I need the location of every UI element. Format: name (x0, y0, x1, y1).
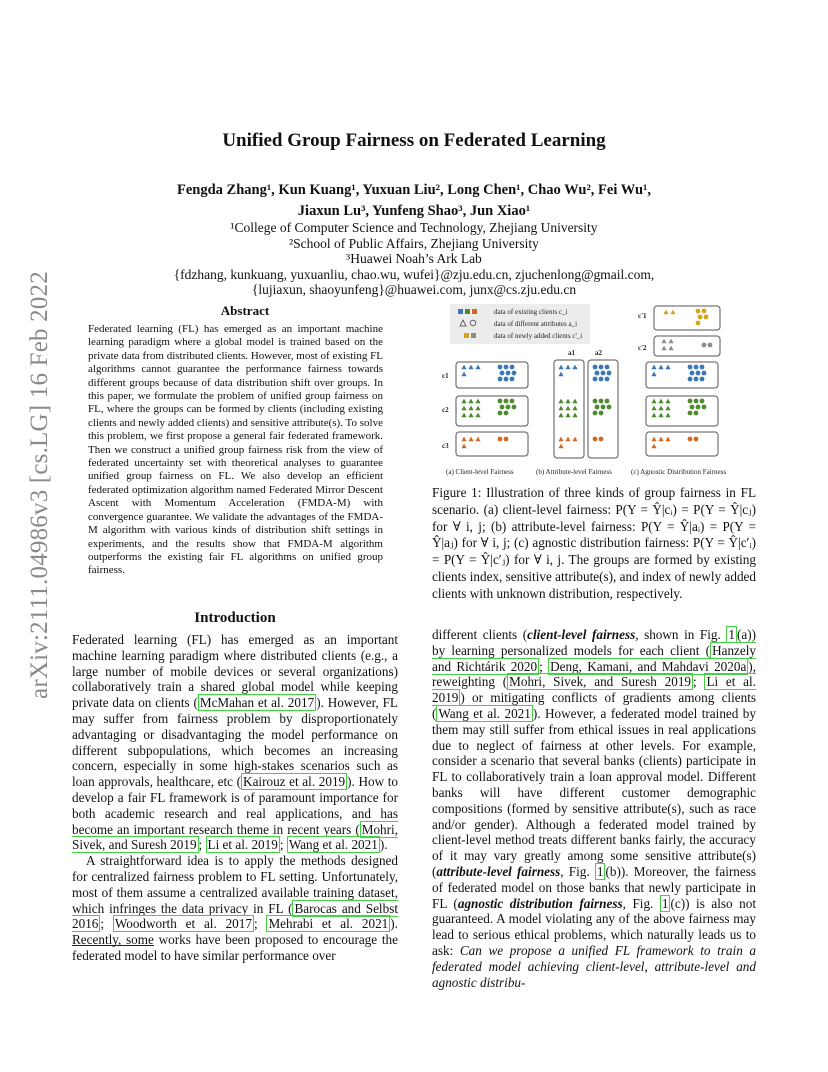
col-label-a1: a1 (568, 349, 575, 357)
triangle-glyph (661, 339, 666, 344)
triangle-glyph (661, 346, 666, 351)
triangle-glyph (651, 365, 656, 370)
triangle-glyph (651, 413, 656, 418)
triangle-glyph (572, 406, 577, 411)
triangle-glyph (468, 365, 473, 370)
triangle-glyph (565, 399, 570, 404)
introduction-heading: Introduction (194, 610, 276, 626)
circle-glyph (504, 437, 509, 442)
triangle-glyph (475, 413, 480, 418)
triangle-glyph (558, 444, 563, 449)
affiliations (120, 220, 708, 298)
circle-glyph (504, 399, 509, 404)
circle-glyph (510, 399, 515, 404)
triangle-glyph (665, 399, 670, 404)
circle-glyph (593, 399, 598, 404)
citation-link[interactable]: Mehrabi et al. 2021 (268, 916, 389, 932)
circle-glyph (506, 405, 511, 410)
circle-glyph (688, 377, 693, 382)
triangle-glyph (572, 413, 577, 418)
triangle-glyph (461, 444, 466, 449)
new-label-c2: c'2 (638, 344, 647, 352)
circle-glyph (599, 377, 604, 382)
panel-a (456, 362, 528, 456)
circle-glyph (498, 437, 503, 442)
citation-link[interactable]: Wang et al. 2021 (288, 837, 378, 853)
intro-right-column (432, 627, 756, 990)
triangle-glyph (663, 310, 668, 315)
circle-glyph (688, 399, 693, 404)
new-label-c1: c'1 (638, 312, 647, 320)
triangle-glyph (572, 399, 577, 404)
panel-c (646, 306, 720, 456)
triangle-glyph (558, 406, 563, 411)
triangle-glyph (565, 413, 570, 418)
triangle-glyph (461, 413, 466, 418)
triangle-glyph (658, 399, 663, 404)
paper-title: Unified Group Fairness on Federated Learning (222, 130, 606, 151)
triangle-glyph (461, 372, 466, 377)
triangle-glyph (558, 437, 563, 442)
circle-glyph (593, 365, 598, 370)
circle-glyph (500, 371, 505, 376)
intro-left-column (72, 632, 398, 964)
circle-glyph (605, 399, 610, 404)
circle-glyph (700, 377, 705, 382)
triangle-glyph (475, 437, 480, 442)
col-label-a2: a2 (595, 349, 602, 357)
circle-glyph (696, 309, 701, 314)
circle-glyph (698, 315, 703, 320)
circle-glyph (510, 365, 515, 370)
circle-glyph (694, 377, 699, 382)
circle-glyph (599, 437, 604, 442)
row-label-c1: c1 (442, 372, 449, 380)
circle-glyph (498, 365, 503, 370)
circle-glyph (694, 411, 699, 416)
circle-glyph (593, 411, 598, 416)
abstract-body: Federated learning (FL) has emerged as an important machine learning paradigm where a global model is trained based on the private data from distributed clients. However, most of existing FL algorithms cannot guarantee the performance fairness towards different groups because of data distribution shift over groups. In this paper, we formulate the problem of unified group fairness on FL, where the groups can be formed by clients (including existing clients and newly added clients) and sensitive attribute(s). To solve this problem, we first propose a general fair federated framework. Then we construct a unified group fairness risk from the view of federated uncertainty set with theoretical analyses to guarantee unified group fairness on FL. We also develop an efficient federated optimization algorithm named Federated Mirror Descent Ascent with Momentum Acceleration (FMDA-M) with convergence guarantee. We validate the advantages of the FMDA-M algorithm with various kinds of distribution shift settings in experiments, and the results show that FMDA-M algorithm outperforms the existing fair FL algorithms on unified group fairness. (88, 323, 383, 577)
triangle-glyph (665, 437, 670, 442)
circle-glyph (512, 371, 517, 376)
circle-glyph (504, 411, 509, 416)
circle-glyph (700, 365, 705, 370)
circle-glyph (605, 365, 610, 370)
affiliation-3: ³Huawei Noah’s Ark Lab (346, 251, 482, 266)
circle-glyph (702, 405, 707, 410)
circle-glyph (599, 365, 604, 370)
subcaption-b: (b) Attribute-level Fairness (536, 468, 612, 476)
circle-glyph (504, 365, 509, 370)
authors-line-2: Jiaxun Lu³, Yunfeng Shao³, Jun Xiao¹ (297, 203, 531, 219)
triangle-glyph (572, 437, 577, 442)
citation-link[interactable]: Mohri, Sivek, and Suresh 2019 (72, 821, 398, 853)
intro-paragraph-3: different clients (client-level fairness, shown in Fig. 1 (a)) by learning personalized models for each client ( Hanzely and Richtárik 2020 ; Deng, Kamani, and Mahdavi 2020a ), reweighting ( Mohri, Sivek, and Suresh 2019 ; Li et al. 2019 ) or mitigating conflicts of gradients among clients ( Wang et al. 2021 ). However, a federated model trained by them may still suffer from ethical issues in real applications due to neglect of fairness at other levels. For example, consider a scenario that several banks (clients) participate in FL to collaboratively train a loan approval model. Different banks will have different customer demographic compositions (formed by sensitive attribute(s), such as race and/or gender). Although a federated model trained by client-level method treats different banks fairly, the accuracy of it may vary greatly among some sensitive attribute(s) (attribute-level fairness, Fig. 1 (b)). Moreover, the fairness of federated model on those banks that newly participate in FL (agnostic distribution fairness, Fig. 1 (c)) is also not guaranteed. A model violating any of the above fairness may lead to serious ethical problems, which naturally leads us to ask: Can we propose a unified FL framework to train a federated model achieving client-level, attribute-level and agnostic distribu- (432, 627, 757, 990)
row-label-c2: c2 (442, 406, 449, 414)
triangle-glyph (475, 406, 480, 411)
citation-link[interactable]: Mohri, Sivek, and Suresh 2019 (509, 674, 692, 690)
triangle-glyph (468, 406, 473, 411)
citation-link[interactable]: Li et al. 2019 (432, 674, 756, 706)
triangle-glyph (461, 406, 466, 411)
triangle-glyph (475, 365, 480, 370)
triangle-glyph (668, 339, 673, 344)
circle-glyph (607, 371, 612, 376)
triangle-glyph (651, 406, 656, 411)
circle-glyph (601, 405, 606, 410)
circle-glyph (510, 377, 515, 382)
circle-glyph (595, 405, 600, 410)
circle-glyph (702, 371, 707, 376)
figure-1-caption: Figure 1: Illustration of three kinds of group fairness in FL scenario. (a) client-level fairness: P(Y = Ŷ|cᵢ) = P(Y = Ŷ|cⱼ) for ∀ i, j; (b) attribute-level fairness: P(Y = Ŷ|aᵢ) = P(Y = Ŷ|aⱼ) for ∀ i, j; (c) agnostic distribution fairness: P(Y = Ŷ|c′ᵢ) = P(Y = Ŷ|c′ⱼ) for ∀ i, j. The groups are formed by existing clients index, sensitive attribute(s), and index of newly added clients with unknown distribution, respectively. (432, 485, 756, 601)
citation-link[interactable]: Li et al. 2019 (207, 837, 278, 853)
triangle-glyph (461, 365, 466, 370)
citation-link[interactable]: Deng, Kamani, and Mahdavi 2020a (550, 658, 747, 674)
triangle-glyph (558, 372, 563, 377)
circle-glyph (593, 377, 598, 382)
legend-label-3: data of newly added clients c'_i (494, 332, 583, 340)
citation-link[interactable]: Hanzely and Richtárik 2020 (432, 642, 756, 674)
triangle-glyph (565, 406, 570, 411)
triangle-glyph (665, 365, 670, 370)
triangle-glyph (651, 437, 656, 442)
abstract-heading: Abstract (220, 303, 270, 318)
row-label-c3: c3 (442, 442, 449, 450)
triangle-glyph (651, 444, 656, 449)
triangle-glyph (475, 399, 480, 404)
circle-glyph (607, 405, 612, 410)
circle-glyph (694, 365, 699, 370)
footnote-rule (72, 945, 154, 946)
triangle-glyph (651, 372, 656, 377)
circle-glyph (498, 411, 503, 416)
triangle-glyph (572, 365, 577, 370)
triangle-glyph (658, 365, 663, 370)
circle-glyph (500, 405, 505, 410)
affiliation-1: ¹College of Computer Science and Technology, Zhejiang University (230, 220, 598, 235)
triangle-glyph (558, 413, 563, 418)
citation-link[interactable]: Barocas and Selbst 2016 (72, 900, 398, 932)
circle-glyph (593, 437, 598, 442)
triangle-glyph (468, 437, 473, 442)
citation-link[interactable]: Woodworth et al. 2017 (114, 916, 252, 932)
circle-glyph (702, 309, 707, 314)
citation-link[interactable]: McMahan et al. 2017 (199, 695, 315, 711)
citation-link[interactable]: Kairouz et al. 2019 (243, 774, 346, 790)
triangle-glyph (665, 406, 670, 411)
triangle-glyph (668, 346, 673, 351)
circle-glyph (601, 371, 606, 376)
circle-glyph (688, 365, 693, 370)
figure-ref[interactable]: 1 (728, 627, 735, 642)
circle-glyph (696, 321, 701, 326)
circle-glyph (599, 399, 604, 404)
circle-glyph (504, 377, 509, 382)
affiliation-2: ²School of Public Affairs, Zhejiang University (289, 235, 539, 251)
circle-glyph (498, 399, 503, 404)
circle-glyph (512, 405, 517, 410)
circle-glyph (605, 377, 610, 382)
triangle-glyph (461, 437, 466, 442)
authors-line-1: Fengda Zhang¹, Kun Kuang¹, Yuxuan Liu², Long Chen¹, Chao Wu², Fei Wu¹, (176, 182, 651, 198)
emails-line-2: {lujiaxun, shaoyunfeng}@huawei.com, junx@cs.zju.edu.cn (251, 282, 577, 297)
figure-ref[interactable]: 1 (661, 895, 669, 911)
emails-line-1: {fdzhang, kunkuang, yuxuanliu, chao.wu, wufei}@zju.edu.cn, zjuchenlong@gmail.com, (173, 266, 655, 282)
legend-label-2: data of different attributes a_i (494, 320, 578, 328)
triangle-glyph (651, 399, 656, 404)
triangle-glyph (658, 406, 663, 411)
arxiv-stamp: arXiv:2111.04986v3 [cs.LG] 16 Feb 2022 (26, 271, 53, 699)
legend-label-1: data of existing clients c_i (494, 308, 568, 316)
circle-glyph (694, 399, 699, 404)
circle-glyph (688, 437, 693, 442)
figure-ref[interactable]: 1 (596, 863, 604, 879)
triangle-glyph (468, 413, 473, 418)
figure-1 (442, 300, 756, 480)
circle-glyph (696, 371, 701, 376)
circle-glyph (708, 343, 713, 348)
intro-paragraph-1: Federated learning (FL) has emerged as an important machine learning paradigm where distributed clients (e.g., a large number of mobile devices or several organizations) collaboratively train a shared global model while keeping private data on clients ( McMahan et al. 2017 ). However, FL may suffer from fairness problem by disproportionately advantaging or disadvantaging the model performance on different subpopulations, which becomes an increasing concern, especially in some high-stakes scenarios such as loan approvals, healthcare, etc ( Kairouz et al. 2019 ). How to develop a fair FL framework is of paramount importance for both academic research and real applications, and has become an important research theme in recent years ( Mohri, Sivek, and Suresh 2019 ; Li et al. 2019 ; Wang et al. 2021 ). (72, 632, 398, 853)
circle-glyph (506, 371, 511, 376)
circle-glyph (704, 315, 709, 320)
intro-paragraph-2: A straightforward idea is to apply the methods designed for centralized fairness problem to FL setting. Unfortunately, most of them assume a centralized available training dataset, which infringes the data privacy in FL ( Barocas and Selbst 2016 ; Woodworth et al. 2017 ; Mehrabi et al. 2021 ). Recently, some works have been proposed to encourage the federated model to have similar performance over (72, 853, 398, 963)
triangle-glyph (670, 310, 675, 315)
triangle-glyph (461, 399, 466, 404)
circle-glyph (694, 437, 699, 442)
circle-glyph (690, 405, 695, 410)
triangle-glyph (558, 365, 563, 370)
triangle-glyph (565, 365, 570, 370)
triangle-glyph (565, 437, 570, 442)
circle-glyph (700, 399, 705, 404)
triangle-glyph (658, 413, 663, 418)
circle-glyph (599, 411, 604, 416)
figure-1-graphic (442, 300, 756, 480)
subcaption-c: (c) Agnostic Distribution Fairness (631, 468, 727, 476)
subcaption-a: (a) Client-level Fairness (446, 468, 514, 476)
circle-glyph (498, 377, 503, 382)
authors (120, 180, 708, 222)
triangle-glyph (658, 437, 663, 442)
circle-glyph (688, 411, 693, 416)
circle-glyph (696, 405, 701, 410)
citation-link[interactable]: Wang et al. 2021 (438, 705, 531, 721)
circle-glyph (690, 371, 695, 376)
triangle-glyph (468, 399, 473, 404)
triangle-glyph (558, 399, 563, 404)
circle-glyph (595, 371, 600, 376)
triangle-glyph (665, 413, 670, 418)
circle-glyph (702, 343, 707, 348)
